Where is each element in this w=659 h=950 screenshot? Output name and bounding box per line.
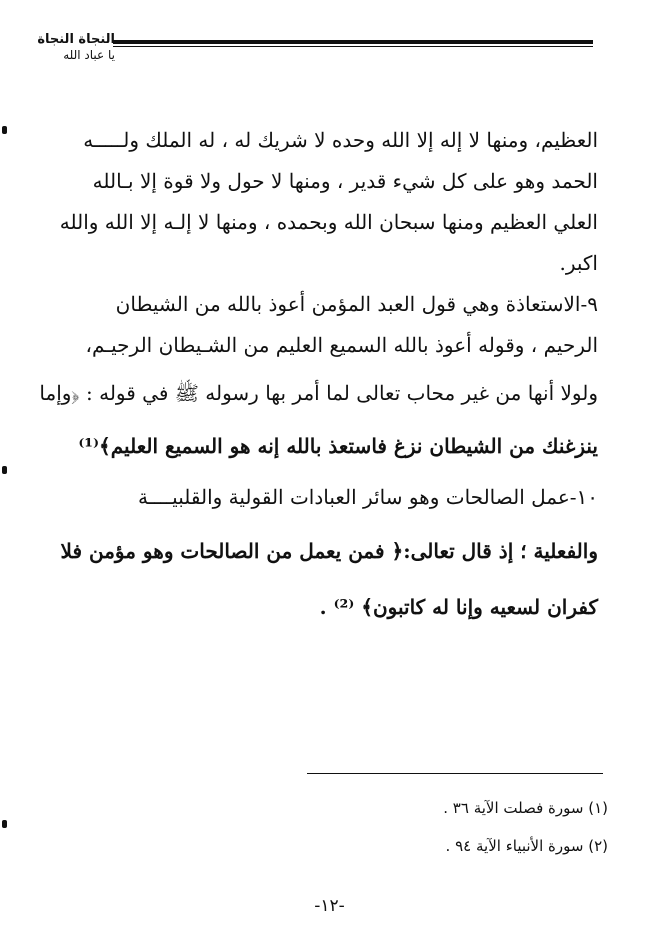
paragraph-dhikr	[30, 120, 598, 284]
text-line: ولولا أنها من غير محاب تعالى لما أمر بها رسوله ﷺ في قوله : ﴿وإما	[39, 381, 598, 405]
paragraph-good-deeds	[30, 471, 598, 635]
quran-verse-line: ينزغنك من الشيطان نزغ فاستعذ بالله إنه هو السميع العليم﴾⁽¹⁾	[78, 434, 598, 458]
page-number: -١٢-	[314, 896, 345, 916]
book-title: النجاة النجاة	[37, 32, 115, 47]
text-line: الرحيم ، وقوله أعوذ بالله السميع العليم من الشـيطان الرجيـم،	[85, 333, 598, 357]
header-rule	[113, 40, 593, 47]
main-text	[30, 120, 598, 635]
text-line: والفعلية ؛ إذ قال تعالى:﴿ فمن يعمل من الصالحات وهو مؤمن فلا	[60, 539, 598, 563]
scan-edge-mark	[2, 820, 7, 828]
text-line: ١٠-عمل الصالحات وهو سائر العبادات القولية والقلبيــــة	[138, 485, 598, 509]
running-header	[5, 32, 115, 63]
footnote-separator	[307, 773, 603, 774]
text-line: الحمد وهو على كل شيء قدير ، ومنها لا حول ولا قوة إلا بـالله	[92, 169, 598, 193]
quran-verse-line: كفران لسعيه وإنا له كاتبون﴾ ⁽²⁾ .	[319, 595, 598, 619]
scan-edge-mark	[2, 466, 7, 474]
text-line: ٩-الاستعاذة وهي قول العبد المؤمن أعوذ بالله من الشيطان	[115, 292, 598, 316]
text-line: العظيم، ومنها لا إله إلا الله وحده لا شريك له ، له الملك ولـــــه	[83, 128, 598, 152]
footnote-1: (١) سورة فصلت الآية ٣٦ .	[443, 799, 608, 817]
text-line: العلي العظيم ومنها سبحان الله وبحمده ، ومنها لا إلـه إلا الله والله	[59, 210, 598, 234]
scan-edge-mark	[2, 126, 7, 134]
book-subtitle: يا عباد الله	[63, 48, 115, 62]
paragraph-istiadha	[30, 284, 598, 471]
footnote-2: (٢) سورة الأنبياء الآية ٩٤ .	[445, 837, 608, 855]
text-line: اكبر.	[559, 251, 598, 275]
footnotes	[308, 795, 608, 871]
